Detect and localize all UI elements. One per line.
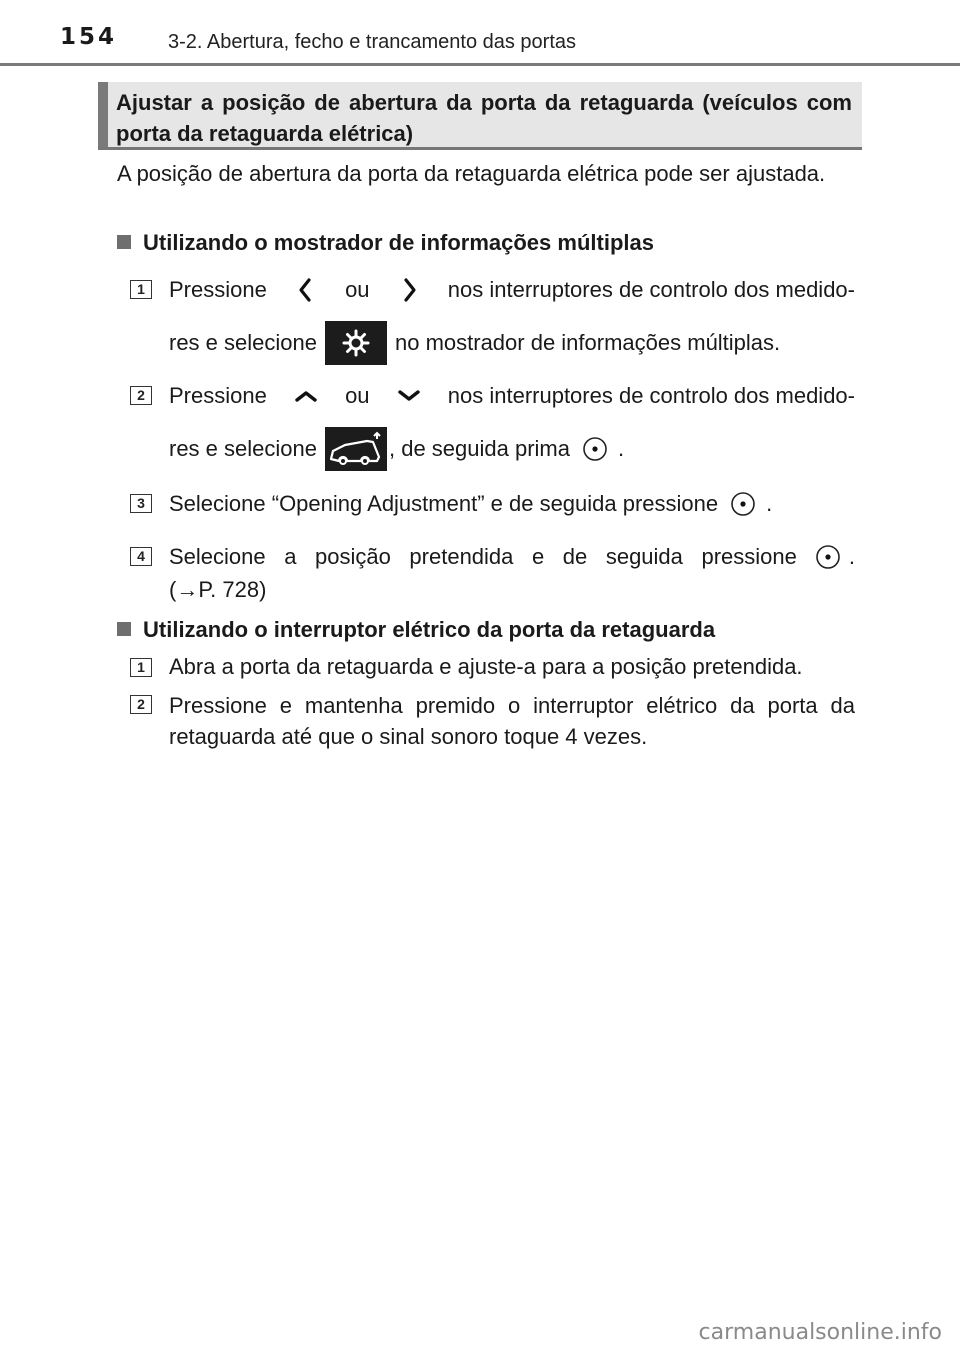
- section-title: Ajustar a posição de abertura da porta da retaguarda (veículos com porta da retaguarda elétrica): [116, 90, 852, 146]
- enter-button-icon: [582, 436, 608, 462]
- step-1: [117, 653, 855, 685]
- enter-button-icon: [730, 491, 756, 517]
- enter-button-icon: [815, 544, 841, 570]
- step-word: de: [562, 544, 588, 569]
- step-2: [117, 380, 855, 480]
- step-number: 1: [130, 280, 152, 299]
- step-3: [117, 488, 855, 524]
- header-rule: [0, 63, 960, 66]
- running-head: 3-2. Abertura, fecho e trancamento das portas: [168, 31, 577, 53]
- step-text: Pressione e mantenha premido o interruptor elétrico da porta da retaguarda até que o sinal sonoro toque 4 vezes.: [169, 693, 855, 749]
- page-number: 154: [60, 24, 118, 50]
- step-text: , de seguida prima: [388, 436, 570, 461]
- bullet-square: [117, 235, 131, 249]
- intro-paragraph: A posição de abertura da porta da retaguarda elétrica pode ser ajustada.: [117, 161, 826, 186]
- step-number: 2: [130, 695, 152, 714]
- watermark: carmanualsonline.info: [698, 1320, 942, 1345]
- step-line: [169, 380, 855, 412]
- step-text: Pressione: [169, 277, 267, 302]
- subsection-heading-text: Utilizando o interruptor elétrico da porta da retaguarda: [143, 617, 716, 642]
- step-word: pretendida: [409, 544, 514, 569]
- chevron-down-icon: [395, 382, 423, 410]
- step-text: .: [848, 544, 855, 569]
- step-number: 3: [130, 494, 152, 513]
- step-text: Selecione “Opening Adjustment” e de seguida pressione: [169, 491, 719, 516]
- step-text: ou: [345, 383, 370, 408]
- step-4: [117, 541, 855, 609]
- step-2: [117, 690, 855, 754]
- subsection-heading-multi-info-display: [117, 230, 654, 256]
- subsection-heading-text: Utilizando o mostrador de informações múltiplas: [143, 230, 654, 255]
- step-text: ou: [345, 277, 370, 302]
- step-line-end: [701, 544, 855, 570]
- step-line: [169, 320, 780, 366]
- step-number: 4: [130, 547, 152, 566]
- step-line: [169, 426, 624, 472]
- step-text: .: [766, 491, 773, 516]
- step-number: 1: [130, 658, 152, 677]
- step-number: 2: [130, 386, 152, 405]
- settings-gear-icon: [325, 321, 387, 365]
- step-word: Selecione: [169, 544, 266, 569]
- chevron-right-icon: [395, 276, 423, 304]
- step-word: e: [531, 544, 545, 569]
- chevron-up-icon: [292, 382, 320, 410]
- subsection-heading-power-door-switch: [117, 617, 715, 643]
- step-line: [169, 488, 772, 520]
- vehicle-settings-icon: [325, 427, 387, 471]
- section-title-box: [98, 82, 862, 150]
- step-text: nos interruptores de controlo dos medido-: [447, 277, 855, 302]
- step-text: no mostrador de informações múltiplas.: [394, 330, 781, 355]
- page-reference[interactable]: (→P. 728): [169, 577, 267, 602]
- step-line: [169, 541, 855, 573]
- step-word: posição: [315, 544, 391, 569]
- step-word: seguida: [605, 544, 683, 569]
- step-text: nos interruptores de controlo dos medido-: [447, 383, 855, 408]
- step-line: [169, 274, 855, 306]
- step-text: res e selecione: [169, 436, 317, 461]
- step-1: [117, 274, 855, 374]
- step-word: a: [284, 544, 297, 569]
- chevron-left-icon: [292, 276, 320, 304]
- step-text: res e selecione: [169, 330, 317, 355]
- step-word: pressione: [701, 544, 797, 569]
- step-text: Abra a porta da retaguarda e ajuste-a para a posição pretendida.: [169, 654, 803, 679]
- bullet-square: [117, 622, 131, 636]
- step-text: Pressione: [169, 383, 267, 408]
- section-title-bar: [98, 82, 108, 147]
- step-text: .: [617, 436, 625, 461]
